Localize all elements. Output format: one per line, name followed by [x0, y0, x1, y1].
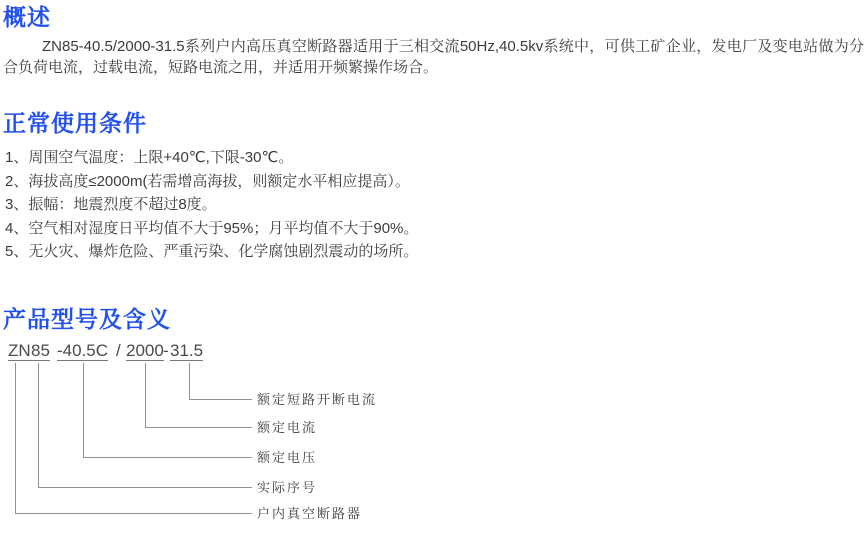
condition-item-4: 4、空气相对湿度日平均值不大于95%；月平均值不大于90%。 — [5, 219, 419, 237]
leader-vline-serial — [38, 363, 39, 488]
leader-hline-zn — [15, 513, 252, 514]
label-serial-number: 实际序号 — [257, 480, 318, 495]
model-seg-breaking: 31.5 — [170, 341, 204, 360]
model-seg-slash: / — [116, 341, 121, 360]
leader-vline-breaking — [189, 363, 190, 400]
label-indoor-vacuum-breaker: 户内真空断路器 — [257, 506, 363, 521]
leader-hline-voltage — [83, 457, 252, 458]
leader-vline-current — [145, 363, 146, 428]
leader-hline-current — [145, 427, 252, 428]
label-rated-voltage: 额定电压 — [257, 450, 318, 465]
condition-item-2: 2、海拔高度≤2000m(若需增高海拔，则额定水平相应提高）。 — [5, 172, 410, 190]
condition-item-1: 1、周围空气温度：上限+40℃,下限-30℃。 — [5, 149, 294, 166]
overview-paragraph: ZN85-40.5/2000-31.5系列户内高压真空断路器适用于三相交流50Hz,40.5kv系统中，可供工矿企业，发电厂及变电站做为分合负荷电流，过载电流，短路电流之用，并适用开频繁操作场合。 — [3, 38, 864, 76]
model-seg-current: 2000 — [126, 341, 164, 360]
conditions-list — [5, 146, 855, 264]
condition-item-3: 3、振幅：地震烈度不超过8度。 — [5, 196, 217, 214]
leader-vline-voltage — [83, 363, 84, 458]
model-seg-85: 85 — [31, 341, 50, 360]
leader-hline-serial — [38, 487, 252, 488]
conditions-heading: 正常使用条件 — [3, 110, 147, 136]
model-seg-zn: ZN — [8, 341, 31, 360]
leader-hline-breaking — [189, 399, 252, 400]
model-seg-dash: - — [163, 341, 169, 360]
condition-item-5: 5、无火灾、爆炸危险、严重污染、化学腐蚀剧烈震动的场所。 — [5, 243, 419, 261]
label-rated-current: 额定电流 — [257, 420, 318, 435]
label-rated-breaking-current: 额定短路开断电流 — [257, 392, 378, 407]
leader-vline-zn — [15, 363, 16, 514]
model-seg-voltage: -40.5C — [57, 341, 109, 360]
overview-heading: 概述 — [3, 4, 51, 30]
model-heading: 产品型号及含义 — [3, 306, 171, 332]
